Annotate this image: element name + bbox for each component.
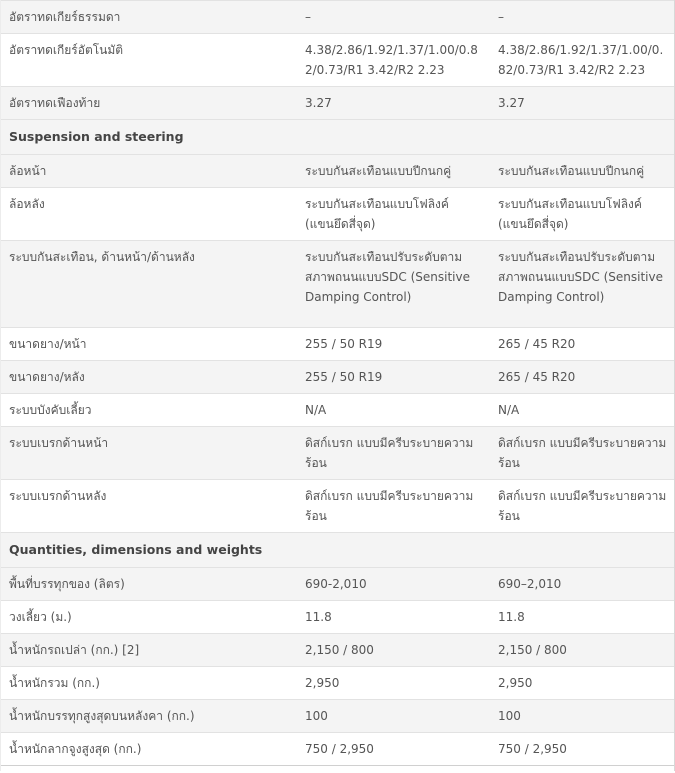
- cell-value-model-2: 11.8: [488, 601, 675, 634]
- table-row: [0, 394, 675, 427]
- table-row: [0, 568, 675, 601]
- cell-value-model-1: 4.38/2.86/1.92/1.37/1.00/0.82/0.73/R1 3.42/R2 2.23: [288, 34, 488, 87]
- cell-value-model-1: –: [288, 1, 488, 34]
- table-row: [0, 634, 675, 667]
- cell-value-model-1: 11.8: [288, 601, 488, 634]
- cell-value-model-2: 265 / 45 R20: [488, 328, 675, 361]
- row-label: ระบบบังคับเลี้ยว: [0, 394, 288, 427]
- cell-value-model-1: ระบบกันสะเทือนแบบโฟลิงค์ (แขนยึดสี่จุด): [288, 188, 488, 241]
- table-row: [0, 188, 675, 241]
- cell-value-model-1: 690-2,010: [288, 568, 488, 601]
- cell-value-model-2: 2,150 / 800: [488, 634, 675, 667]
- cell-value-model-1: ระบบกันสะเทือนแบบปีกนกคู่: [288, 155, 488, 188]
- table-row: [0, 700, 675, 733]
- cell-value-model-1: ดิสก์เบรก แบบมีครีบระบายความร้อน: [288, 427, 488, 480]
- cell-value-model-2: –: [488, 1, 675, 34]
- table-row: [0, 427, 675, 480]
- row-label: ระบบเบรกด้านหน้า: [0, 427, 288, 480]
- table-row: [0, 34, 675, 87]
- cell-value-model-1: ระบบกันสะเทือนปรับระดับตามสภาพถนนแบบSDC (Sensitive Damping Control): [288, 241, 488, 328]
- cell-value-model-2: ดิสก์เบรก แบบมีครีบระบายความร้อน: [488, 480, 675, 533]
- row-label: ล้อหลัง: [0, 188, 288, 241]
- table-row: [0, 87, 675, 120]
- row-label: อัตราทดเกียร์ธรรมดา: [0, 1, 288, 34]
- cell-value-model-1: N/A: [288, 394, 488, 427]
- cell-value-model-2: ระบบกันสะเทือนปรับระดับตามสภาพถนนแบบSDC (Sensitive Damping Control): [488, 241, 675, 328]
- cell-value-model-1: 100: [288, 700, 488, 733]
- row-label: ระบบกันสะเทือน, ด้านหน้า/ด้านหลัง: [0, 241, 288, 328]
- cell-value-model-1: 255 / 50 R19: [288, 328, 488, 361]
- row-label: วงเลี้ยว (ม.): [0, 601, 288, 634]
- row-label: อัตราทดเกียร์อัตโนมัติ: [0, 34, 288, 87]
- table-row: [0, 667, 675, 700]
- section-header-row: [0, 533, 675, 568]
- cell-value-model-1: 2,150 / 800: [288, 634, 488, 667]
- table-row: [0, 241, 675, 328]
- cell-value-model-2: 100: [488, 700, 675, 733]
- cell-value-model-2: 2,950: [488, 667, 675, 700]
- cell-value-model-2: ดิสก์เบรก แบบมีครีบระบายความร้อน: [488, 427, 675, 480]
- section-heading-suspension: Suspension and steering: [0, 120, 675, 155]
- cell-value-model-2: ระบบกันสะเทือนแบบปีกนกคู่: [488, 155, 675, 188]
- row-label: ขนาดยาง/หลัง: [0, 361, 288, 394]
- row-label: น้ำหนักรถเปล่า (กก.) [2]: [0, 634, 288, 667]
- table-row: [0, 480, 675, 533]
- cell-value-model-2: 690–2,010: [488, 568, 675, 601]
- row-label: น้ำหนักรวม (กก.): [0, 667, 288, 700]
- table-row: [0, 361, 675, 394]
- cell-value-model-2: 265 / 45 R20: [488, 361, 675, 394]
- cell-value-model-1: ดิสก์เบรก แบบมีครีบระบายความร้อน: [288, 480, 488, 533]
- cell-value-model-1: 3.27: [288, 87, 488, 120]
- cell-value-model-2: ระบบกันสะเทือนแบบโฟลิงค์ (แขนยึดสี่จุด): [488, 188, 675, 241]
- cell-value-model-1: 255 / 50 R19: [288, 361, 488, 394]
- row-label: ระบบเบรกด้านหลัง: [0, 480, 288, 533]
- table-row: [0, 155, 675, 188]
- cell-value-model-2: 4.38/2.86/1.92/1.37/1.00/0.82/0.73/R1 3.42/R2 2.23: [488, 34, 675, 87]
- row-label: ล้อหน้า: [0, 155, 288, 188]
- cell-value-model-1: 2,950: [288, 667, 488, 700]
- table-row: [0, 733, 675, 766]
- cell-value-model-2: 3.27: [488, 87, 675, 120]
- table-row: [0, 601, 675, 634]
- row-label: อัตราทดเฟืองท้าย: [0, 87, 288, 120]
- row-label: น้ำหนักลากจูงสูงสุด (กก.): [0, 733, 288, 766]
- cell-value-model-1: 750 / 2,950: [288, 733, 488, 766]
- row-label: พื้นที่บรรทุกของ (ลิตร): [0, 568, 288, 601]
- table-row: [0, 1, 675, 34]
- table-row: [0, 328, 675, 361]
- cell-value-model-2: 750 / 2,950: [488, 733, 675, 766]
- section-header-row: [0, 120, 675, 155]
- row-label: น้ำหนักบรรทุกสูงสุดบนหลังคา (กก.): [0, 700, 288, 733]
- row-label: ขนาดยาง/หน้า: [0, 328, 288, 361]
- cell-value-model-2: N/A: [488, 394, 675, 427]
- section-heading-quantities: Quantities, dimensions and weights: [0, 533, 675, 568]
